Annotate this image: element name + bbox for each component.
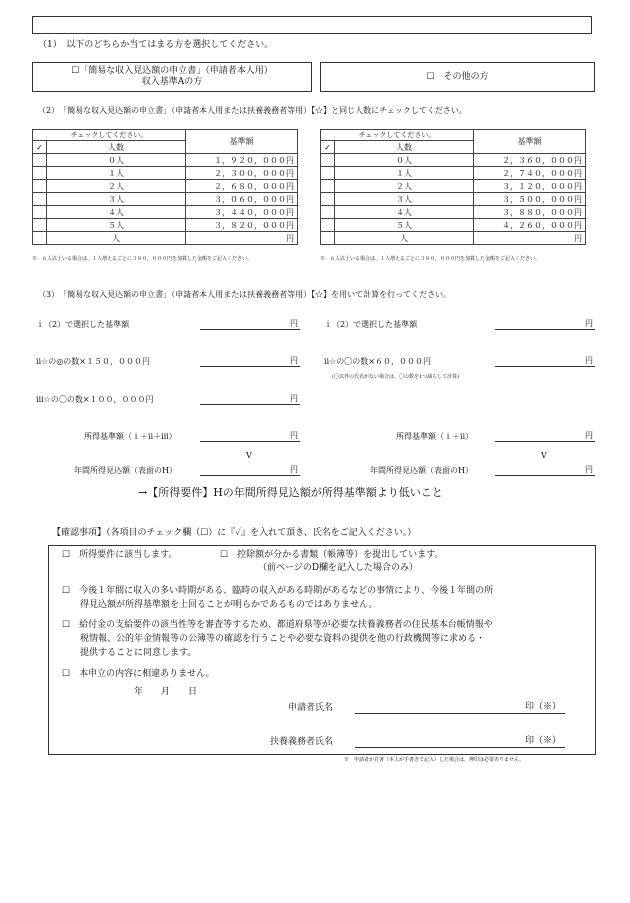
- row-checkbox[interactable]: [321, 180, 335, 193]
- left-vee: V: [246, 451, 252, 460]
- q3-heading: （3） 「簡易な収入見込額の申立書」（申請者本人用または扶養義務者等用）【☆】を用いて計算を行ってください。: [38, 290, 452, 299]
- right-ii-field[interactable]: 円: [495, 355, 595, 367]
- count-cell: ０人: [335, 154, 474, 167]
- amount-cell: １，９２０，０００円: [186, 154, 298, 167]
- check-mark: ✓: [33, 141, 47, 154]
- table-row: [321, 206, 586, 219]
- count-header: 人数: [47, 141, 186, 154]
- amount-cell: ２，３６０，０００円: [474, 154, 586, 167]
- count-header: 人数: [335, 141, 474, 154]
- check-header: チェックしてください。: [33, 130, 186, 141]
- count-cell: １人: [335, 167, 474, 180]
- amount-cell: ２，６８０，０００円: [186, 180, 298, 193]
- confirm-heading: 【確認事項】（各項目のチェック欄（☐）に『✓』を入れて頂き、氏名をご記入ください。）: [52, 528, 417, 538]
- supporter-name-field[interactable]: 印（※）: [355, 735, 565, 748]
- count-cell: ２人: [335, 180, 474, 193]
- count-cell: ３人: [47, 193, 186, 206]
- confirm-item-consent-l2: 税情報、公的年金情報等の公簿等の確認を行うことや必要な資料の提供を他の行政機関等に求める・: [80, 634, 486, 644]
- left-ii-label: ⅱ☆の◎の数×１５０，０００円: [36, 357, 150, 366]
- count-cell: ３人: [335, 193, 474, 206]
- row-checkbox[interactable]: [321, 232, 335, 245]
- option-a-line2: 収入基準Aの方: [141, 77, 203, 87]
- row-checkbox[interactable]: [321, 193, 335, 206]
- count-cell: ５人: [335, 219, 474, 232]
- left-annual-field[interactable]: 円: [200, 464, 300, 476]
- table-row: [321, 180, 586, 193]
- check-mark: ✓: [321, 141, 335, 154]
- left-iii-field[interactable]: 円: [200, 393, 300, 405]
- table-row: [321, 167, 586, 180]
- q2-heading: （2） 「簡易な収入見込額の申立書」（申請者本人用または扶養義務者等用）【☆】と同じ人数にチェックしてください。: [38, 106, 467, 115]
- row-checkbox[interactable]: [33, 167, 47, 180]
- base-header: 基準額: [474, 130, 586, 154]
- base-header: 基準額: [186, 130, 298, 154]
- left-i-field[interactable]: 円: [200, 318, 300, 330]
- confirm-item-deduction-note: （前ページのD欄を記入した場合のみ）: [258, 563, 419, 573]
- left-total-label: 所得基準額（ｉ＋ⅱ＋ⅲ）: [84, 432, 177, 441]
- right-i-label: ｉ（2）で選択した基準額: [324, 320, 418, 329]
- amount-cell: ３，１２０，０００円: [474, 180, 586, 193]
- confirm-item-truth[interactable]: ☐ 本申立の内容に相違ありません。: [62, 669, 215, 679]
- amount-cell: ３，８８０，０００円: [474, 206, 586, 219]
- confirm-item-deduction[interactable]: ☐ 控除額が分かる書類（帳簿等）を提出しています。: [220, 550, 444, 560]
- right-total-field[interactable]: 円: [495, 430, 595, 442]
- amount-cell: ３，４４０，０００円: [186, 206, 298, 219]
- amount-cell: ２，３００，０００円: [186, 167, 298, 180]
- row-checkbox[interactable]: [321, 219, 335, 232]
- confirm-item-consent-l3: 提供することに同意します。: [80, 648, 197, 658]
- left-total-field[interactable]: 円: [200, 430, 300, 442]
- header-blank-field[interactable]: [32, 16, 592, 34]
- check-header: チェックしてください。: [321, 130, 474, 141]
- count-cell: ４人: [47, 206, 186, 219]
- option-b-box[interactable]: [320, 62, 595, 92]
- table-row: [33, 193, 298, 206]
- count-cell[interactable]: 人: [47, 232, 186, 245]
- date-field[interactable]: 年 月 日: [134, 687, 198, 697]
- note-left: ※ ６人以上いる場合は、１人増えるごとに３８０，０００円を加算した金額をご記入ください。: [32, 256, 253, 262]
- amount-cell: ２，７４０，０００円: [474, 167, 586, 180]
- table-row: [321, 193, 586, 206]
- table-row: [33, 232, 298, 245]
- table-row: [33, 154, 298, 167]
- amount-cell: ３，０６０，０００円: [186, 193, 298, 206]
- right-i-field[interactable]: 円: [495, 318, 595, 330]
- row-checkbox[interactable]: [321, 167, 335, 180]
- table-row: [321, 232, 586, 245]
- left-annual-label: 年間所得見込額（表面のH）: [74, 466, 177, 475]
- left-iii-label: ⅲ☆の〇の数×１００，０００円: [36, 395, 154, 404]
- applicant-name-label: 申請者氏名: [288, 703, 334, 713]
- count-cell: ４人: [335, 206, 474, 219]
- amount-cell[interactable]: 円: [474, 232, 586, 245]
- option-a-box[interactable]: [32, 62, 312, 92]
- right-ii-note: (〇以外の氏名がない場合は、〇の数を1つ減らして計算): [332, 374, 460, 380]
- confirm-item-consent[interactable]: ☐ 給付金の支給要件の該当性等を審査等するため、都道府県等が必要な扶養義務者の住民基本台帳情報や: [62, 620, 493, 630]
- table-row: [33, 167, 298, 180]
- count-cell: ２人: [47, 180, 186, 193]
- amount-cell[interactable]: 円: [186, 232, 298, 245]
- income-requirement: →【所得要件】Hの年間所得見込額が所得基準額より低いこと: [138, 486, 443, 499]
- count-cell: １人: [47, 167, 186, 180]
- amount-cell: ３，５００，０００円: [474, 193, 586, 206]
- row-checkbox[interactable]: [33, 180, 47, 193]
- base-amount-table-right: [320, 129, 586, 245]
- amount-cell: ４，２６０，０００円: [474, 219, 586, 232]
- supporter-name-label: 扶養義務者氏名: [270, 737, 334, 747]
- left-ii-field[interactable]: 円: [200, 355, 300, 367]
- confirm-item-income[interactable]: ☐ 所得要件に該当します。: [62, 550, 178, 560]
- right-annual-field[interactable]: 円: [495, 464, 595, 476]
- row-checkbox[interactable]: [33, 206, 47, 219]
- option-b-label: ☐ その他の方: [426, 71, 489, 82]
- signature-footnote: ※ 申請者が自署（本人が手書きで記入）した場合は、押印は必要ありません。: [344, 757, 525, 763]
- count-cell: ０人: [47, 154, 186, 167]
- confirm-item-income-forecast[interactable]: ☐ 今後１年間に収入の多い時期がある、臨時の収入がある時期があるなどの事情により、今後１年間の所: [62, 586, 494, 596]
- confirm-item-income-forecast-l2: 得見込額が所得基準額を上回ることが明らかであるものではありません。: [80, 600, 378, 610]
- applicant-name-field[interactable]: 印（※）: [355, 701, 565, 714]
- row-checkbox[interactable]: [33, 193, 47, 206]
- left-i-label: ｉ（2）で選択した基準額: [36, 320, 130, 329]
- amount-cell: ３，８２０，０００円: [186, 219, 298, 232]
- q1-heading: （1） 以下のどちらか当てはまる方を選択してください。: [38, 40, 274, 50]
- row-checkbox[interactable]: [33, 232, 47, 245]
- base-amount-table-left: [32, 129, 298, 245]
- right-vee: V: [541, 451, 547, 460]
- row-checkbox[interactable]: [321, 154, 335, 167]
- table-row: [321, 154, 586, 167]
- row-checkbox[interactable]: [33, 219, 47, 232]
- table-row: [33, 180, 298, 193]
- table-row: [33, 219, 298, 232]
- table-row: [321, 219, 586, 232]
- row-checkbox[interactable]: [33, 154, 47, 167]
- note-right: ※ ６人以上いる場合は、１人増えるごとに３８０，０００円を加算した金額をご記入ください。: [320, 256, 541, 262]
- count-cell: ５人: [47, 219, 186, 232]
- right-annual-label: 年間所得見込額（表面のH）: [370, 466, 473, 475]
- row-checkbox[interactable]: [321, 206, 335, 219]
- right-ii-label: ⅱ☆の〇の数×６０，０００円: [324, 357, 431, 366]
- option-a-line1: ☐「簡易な収入見込額の申立書」（申請者本人用）: [71, 66, 273, 76]
- right-total-label: 所得基準額（ｉ＋ⅱ）: [396, 432, 474, 441]
- count-cell[interactable]: 人: [335, 232, 474, 245]
- table-row: [33, 206, 298, 219]
